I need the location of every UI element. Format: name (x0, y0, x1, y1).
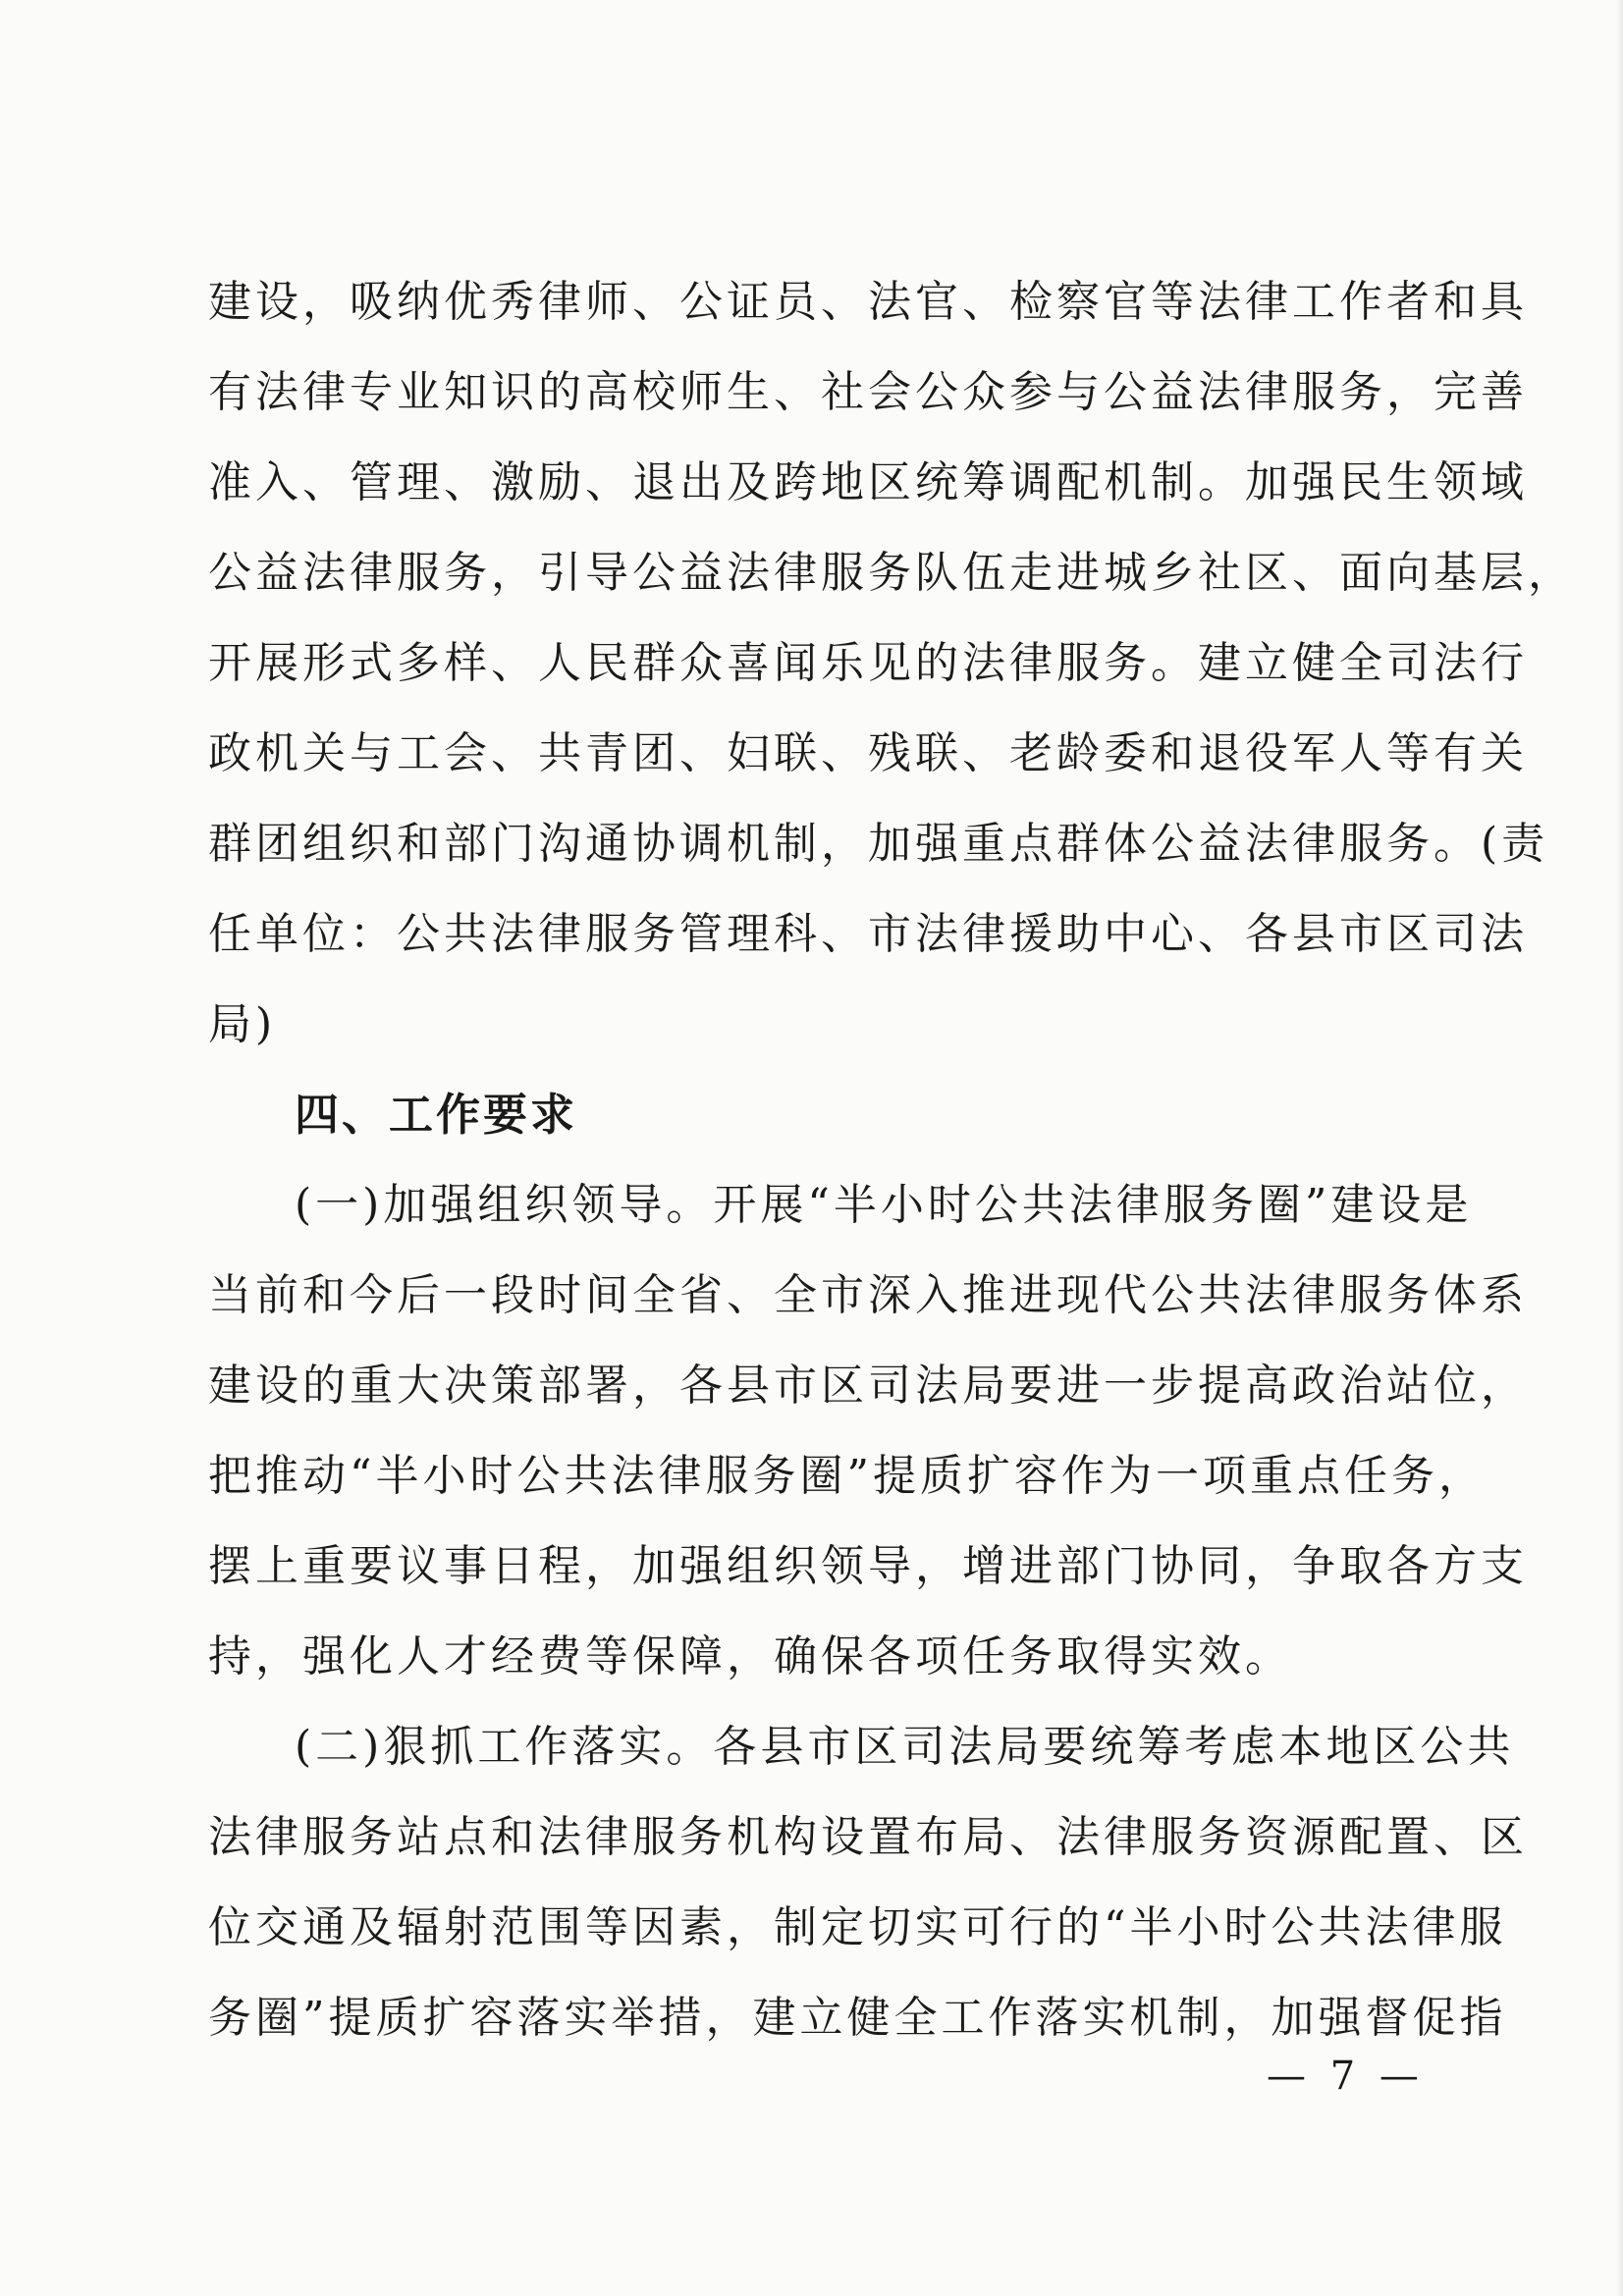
text-line: 群团组织和部门沟通协调机制，加强重点群体公益法律服务。(责 (208, 819, 1549, 869)
text-line: 建设，吸纳优秀律师、公证员、法官、检察官等法律工作者和具 (208, 277, 1528, 327)
section-heading: 四、工作要求 (295, 1089, 578, 1141)
text-line: 开展形式多样、人民群众喜闻乐见的法律服务。建立健全司法行 (208, 638, 1528, 688)
text-line: 公益法律服务，引导公益法律服务队伍走进城乡社区、面向基层， (208, 548, 1575, 598)
text-line: 有法律专业知识的高校师生、社会公众参与公益法律服务，完善 (208, 367, 1528, 417)
scan-edge (1617, 0, 1623, 2296)
text-line: 把推动“半小时公共法律服务圈”提质扩容作为一项重点任务， (208, 1451, 1486, 1501)
text-line: 局) (208, 999, 277, 1049)
text-line: 准入、管理、激励、退出及跨地区统筹调配机制。加强民生领域 (208, 457, 1528, 507)
paragraph-first-line: (一)加强组织领导。开展“半小时公共法律服务圈”建设是 (295, 1180, 1473, 1230)
text-line: 建设的重大决策部署，各县市区司法局要进一步提高政治站位， (208, 1361, 1528, 1411)
body-text (208, 257, 1575, 2063)
text-line: 任单位：公共法律服务管理科、市法律援助中心、各县市区司法 (208, 909, 1528, 959)
paragraph-first-line: (二)狠抓工作落实。各县市区司法局要统筹考虑本地区公共 (295, 1722, 1515, 1772)
text-line: 法律服务站点和法律服务机构设置布局、法律服务资源配置、区 (208, 1812, 1528, 1862)
text-line: 位交通及辐射范围等因素，制定切实可行的“半小时公共法律服 (208, 1902, 1507, 1952)
text-line: 务圈”提质扩容落实举措，建立健全工作落实机制，加强督促指 (208, 1993, 1507, 2043)
page-number: — 7 — (1267, 2054, 1425, 2099)
text-line: 政机关与工会、共青团、妇联、残联、老龄委和退役军人等有关 (208, 728, 1528, 778)
text-line: 持，强化人才经费等保障，确保各项任务取得实效。 (208, 1631, 1292, 1682)
text-line: 当前和今后一段时间全省、全市深入推进现代公共法律服务体系 (208, 1270, 1528, 1320)
text-line: 摆上重要议事日程，加强组织领导，增进部门协同，争取各方支 (208, 1541, 1528, 1591)
